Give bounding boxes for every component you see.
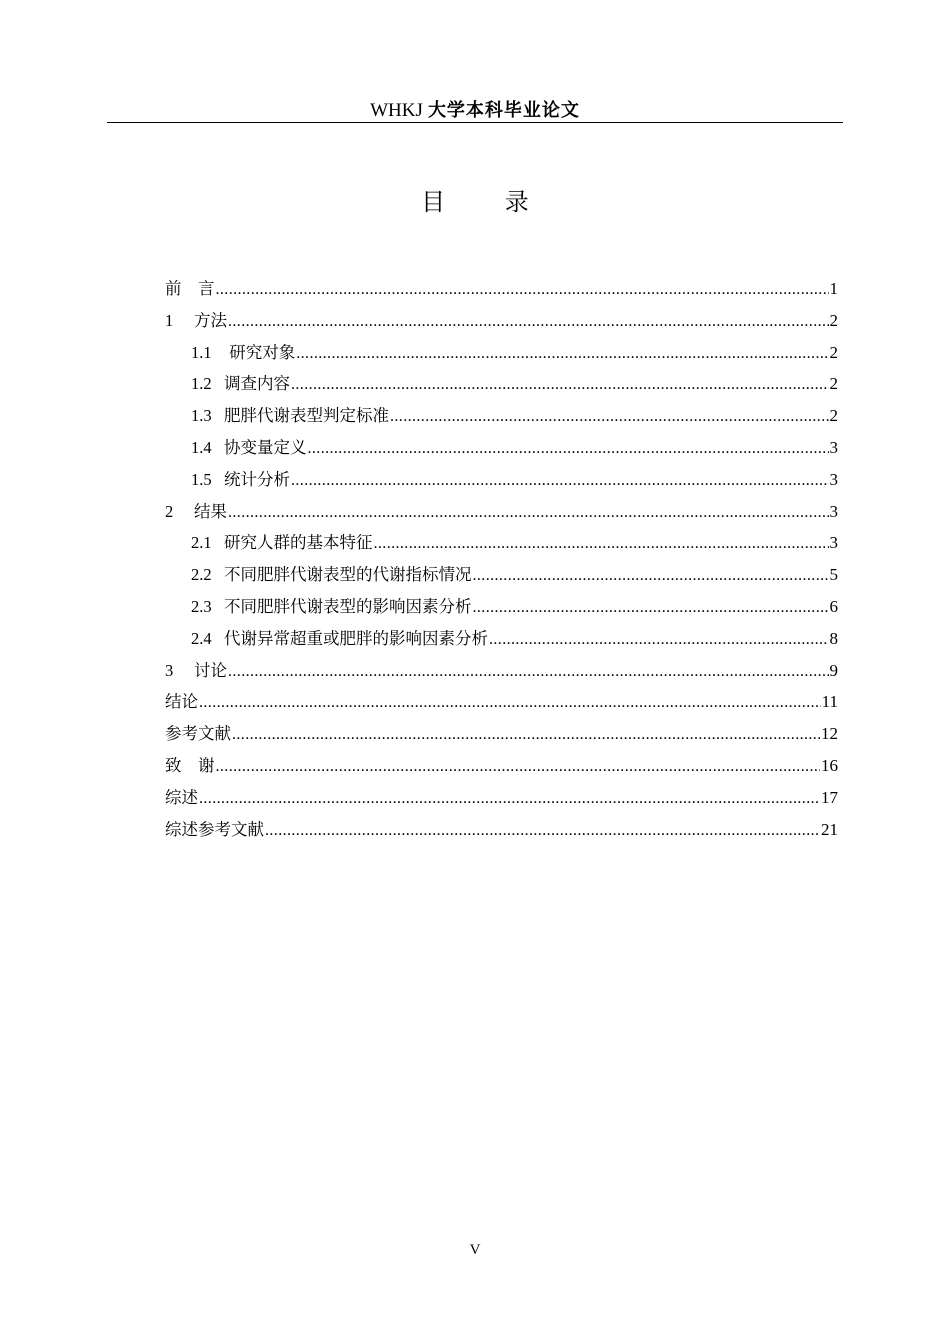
- toc-entry-number: 2.4: [191, 628, 212, 648]
- toc-entry-text: 调查内容: [224, 374, 290, 394]
- toc-page-number: 3: [829, 501, 838, 521]
- toc-page-number: 3: [829, 469, 838, 489]
- toc-page-number: 9: [829, 660, 838, 680]
- toc-entry-2-1[interactable]: [165, 527, 838, 559]
- toc-leader: [265, 815, 820, 847]
- toc-entry-text: 讨论: [194, 660, 227, 680]
- toc-entry-text: 代谢异常超重或肥胖的影响因素分析: [224, 628, 488, 648]
- toc-entry-number: 2: [165, 501, 174, 521]
- toc-page-number: 3: [829, 437, 838, 457]
- toc-leader: [216, 751, 821, 783]
- toc-entry-text: 不同肥胖代谢表型的代谢指标情况: [224, 565, 472, 585]
- toc-page-number: 3: [829, 533, 838, 553]
- toc-page-number: 2: [829, 374, 838, 394]
- toc-entry-number: 2.1: [191, 533, 212, 553]
- header-thesis-type: 大学本科毕业论文: [427, 100, 580, 121]
- toc-leader: [232, 719, 820, 751]
- toc-entry-number: 1.4: [191, 437, 212, 457]
- toc-entry-results[interactable]: [165, 496, 838, 528]
- toc-page-number: 17: [821, 787, 838, 807]
- toc-leader: [199, 687, 821, 719]
- toc-entry-text: 不同肥胖代谢表型的影响因素分析: [224, 596, 472, 616]
- toc-entry-number: 1.2: [191, 374, 212, 394]
- toc-leader: [308, 433, 829, 465]
- toc-leader: [216, 274, 829, 306]
- toc-entry-text: 研究对象: [224, 342, 296, 362]
- toc-entry-text: 研究人群的基本特征: [224, 533, 373, 553]
- toc-page-number: 21: [821, 819, 838, 839]
- toc-entry-acknowledgements[interactable]: [165, 750, 838, 782]
- toc-entry-methods[interactable]: [165, 305, 838, 337]
- toc-entry-text: 综述: [165, 787, 198, 807]
- toc-entry-number: 3: [165, 660, 174, 680]
- toc-leader: [291, 465, 829, 497]
- toc-leader: [199, 783, 820, 815]
- toc-leader: [228, 497, 829, 529]
- toc-page-number: 2: [829, 406, 838, 426]
- toc-page-number: 6: [829, 596, 838, 616]
- toc-title: 目 录: [421, 188, 555, 216]
- toc-leader: [473, 560, 829, 592]
- toc-leader: [228, 656, 829, 688]
- page-header: [107, 96, 843, 123]
- toc-entry-review-references[interactable]: [165, 814, 838, 846]
- toc-entry-number: 1.3: [191, 406, 212, 426]
- header-school-code: WHKJ: [370, 100, 423, 121]
- toc-entry-number: 2.2: [191, 565, 212, 585]
- toc-entry-1-4[interactable]: [165, 432, 838, 464]
- toc-leader: [489, 624, 829, 656]
- toc-leader: [390, 401, 829, 433]
- toc-entry-review[interactable]: [165, 782, 838, 814]
- toc-leader: [374, 528, 829, 560]
- toc-entry-2-2[interactable]: [165, 559, 838, 591]
- toc-entry-text: 结论: [165, 692, 198, 712]
- table-of-contents: [165, 273, 838, 845]
- toc-entry-1-2[interactable]: [165, 368, 838, 400]
- toc-entry-text: 方法: [194, 310, 227, 330]
- toc-page-number: 2: [829, 342, 838, 362]
- toc-entry-1-1[interactable]: [165, 337, 838, 369]
- toc-entry-2-3[interactable]: [165, 591, 838, 623]
- toc-entry-number: 1.5: [191, 469, 212, 489]
- toc-leader: [291, 369, 829, 401]
- toc-page-number: 12: [821, 724, 838, 744]
- toc-entry-preface[interactable]: [165, 273, 838, 305]
- toc-page-number: 2: [829, 310, 838, 330]
- toc-entry-conclusion[interactable]: [165, 686, 838, 718]
- toc-page-number: 5: [829, 565, 838, 585]
- toc-entry-text: 结果: [194, 501, 227, 521]
- toc-entry-1-3[interactable]: [165, 400, 838, 432]
- toc-entry-text: 参考文献: [165, 724, 231, 744]
- toc-leader: [228, 306, 829, 338]
- toc-entry-text: 统计分析: [224, 469, 290, 489]
- toc-entry-text: 综述参考文献: [165, 819, 264, 839]
- toc-entry-number: 1: [165, 310, 174, 330]
- toc-entry-text: 致 谢: [165, 755, 215, 775]
- toc-entry-1-5[interactable]: [165, 464, 838, 496]
- toc-entry-number: 1.1: [191, 342, 212, 362]
- toc-page-number: 8: [829, 628, 838, 648]
- page-number: V: [469, 1242, 481, 1258]
- toc-entry-text: 肥胖代谢表型判定标准: [224, 406, 389, 426]
- toc-page-number: 1: [829, 279, 838, 298]
- toc-entry-2-4[interactable]: [165, 623, 838, 655]
- toc-page-number: 11: [821, 692, 838, 712]
- toc-leader: [473, 592, 829, 624]
- toc-entry-references[interactable]: [165, 718, 838, 750]
- toc-leader: [296, 338, 828, 370]
- toc-entry-text: 协变量定义: [224, 437, 307, 457]
- toc-entry-text: 前 言: [165, 279, 215, 298]
- toc-entry-number: 2.3: [191, 596, 212, 616]
- toc-page-number: 16: [821, 755, 838, 775]
- toc-entry-discussion[interactable]: [165, 655, 838, 687]
